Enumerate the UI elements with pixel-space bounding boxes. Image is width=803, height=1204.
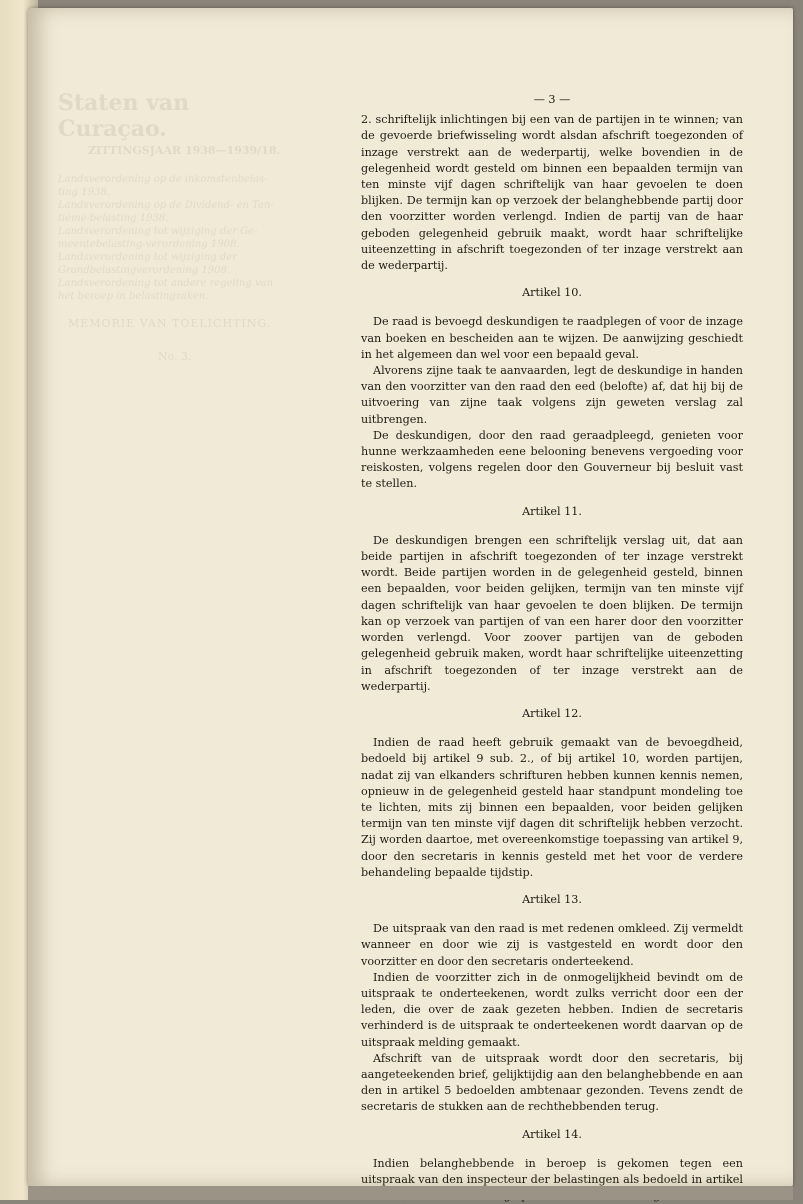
article-content [361, 112, 743, 1204]
document-body [361, 92, 743, 1204]
article-heading: Artikel 13. [522, 892, 582, 906]
bleed-number: No. 3. [158, 350, 192, 363]
paragraph: De deskundigen brengen een schriftelijk verslag uit, dat aan beide partijen in afschrift toegezonden of ter inzage verstrekt wordt. Beide partijen worden in de gelegenheid gesteld, binnen een bepaalden, voor beiden gelijken, termijn van ten minste vijf dagen schriftelijk van haar gevoelen te doen blijken. De termijn kan op verzoek van partijen of van een harer door den voorzitter worden verlengd. Voor zoover partijen van de geboden gelegenheid gebruik maken, wordt haar schriftelijke uiteenzetting in afschrift toegezonden of ter inzage verstrekt aan de wederpartij. [361, 533, 743, 693]
article-heading: Artikel 10. [522, 286, 582, 300]
bleed-line: meentebelasting-verordening 1908. [58, 239, 240, 250]
bleed-heading: MEMORIE VAN TOELICHTING. [68, 317, 272, 330]
article-heading: Artikel 12. [522, 706, 582, 720]
bleed-line: tième-belasting 1938. [58, 213, 169, 224]
bleed-line: Landsverordening tot wijziging der [58, 252, 237, 263]
bleed-title: Staten van Curaçao. [58, 90, 190, 142]
paragraph: Afschrift van de uitspraak wordt door den secretaris, bij aangeteekenden brief, gelijktijdig aan den belanghebbende en aan den in artikel 5 bedoelden ambtenaar gezonden. Tevens zendt de secretaris de stukken aan de rechthebbenden terug. [361, 1051, 743, 1114]
bleed-through-text [58, 90, 298, 363]
page-number: — 3 — [533, 93, 571, 106]
page-bottom-shadow [28, 1186, 793, 1200]
bleed-line: Landsverordening op de inkomstenbelas- [58, 174, 268, 185]
paragraph: De deskundigen, door den raad geraadpleegd, genieten voor hunne werkzaamheden eene belooning benevens vergoeding voor reiskosten, volgens regelen door den Gouverneur bij besluit vast te stellen. [361, 428, 743, 491]
article-heading: Artikel 11. [522, 504, 582, 518]
article-heading: Artikel 14. [522, 1127, 582, 1141]
paragraph: Indien belanghebbende in beroep is gekomen tegen een uitspraak van den inspecteur der belastingen als bedoeld in artikel [361, 1156, 743, 1186]
paragraph: Indien de voorzitter zich in de onmogelijkheid bevindt om de uitspraak te onderteekenen, wordt zulks verricht door een der leden, die over de zaak gezeten hebben. Indien de secretaris verhinderd is de uitspraak te onderteekenen wordt daarvan op de uitspraak melding gemaakt. [361, 970, 743, 1049]
bleed-subtitle: ZITTINGSJAAR 1938—1939/18. [88, 144, 281, 157]
bleed-line: Landsverordening tot wijziging der Ge- [58, 226, 258, 237]
bleed-line: Landsverordening op de Dividend- en Tan- [58, 200, 274, 211]
bleed-lines [58, 173, 298, 303]
paragraph: De uitspraak van den raad is met redenen omkleed. Zij vermeldt wanneer en door wie zij is vastgesteld en wordt door den voorzitter en door den secretaris onderteekend. [361, 922, 743, 968]
bleed-line: ting 1938. [58, 187, 110, 198]
paragraph: Alvorens zijne taak te aanvaarden, legt de deskundige in handen van den voorzitter van den raad den eed (belofte) af, dat hij bij de uitvoering van zijne taak volgens zijn geweten verslag zal uitbrengen. [361, 364, 743, 426]
paragraph: 2. schriftelijk inlichtingen bij een van de partijen in te winnen; van de gevoerde briefwisseling wordt alsdan afschrift toegezonden of inzage verstrekt aan de wederpartij, welke bovendien in de gelegenheid wordt gesteld om binnen een bepaalden termijn van ten minste vijf dagen schriftelijk van haar gevoelen te doen blijken. De termijn kan op verzoek der belanghebbende partij door den voorzitter worden verlengd. Indien de partij van de haar geboden gelegenheid gebruik maakt, wordt haar schriftelijke uiteenzetting in afschrift toegezonden of ter inzage verstrekt aan de wederpartij. [361, 113, 743, 273]
bleed-line: Landsverordening tot andere regeling van [58, 278, 274, 289]
paragraph: De raad is bevoegd deskundigen te raadplegen of voor de inzage van boeken en bescheiden aan te wijzen. De aanwijzing geschiedt in het algemeen dan wel voor een bepaald geval. [361, 315, 743, 361]
bleed-line: Grondbelastingverordening 1908. [58, 265, 231, 276]
paragraph: Indien de raad heeft gebruik gemaakt van de bevoegdheid, bedoeld bij artikel 9 sub. 2., of bij artikel 10, worden partijen, nadat zij van elkanders schrifturen hebben kunnen kennis nemen, opnieuw in de gelegenheid gesteld haar standpunt mondeling toe te lichten, mits zij binnen een bepaalden, voor beiden gelijken termijn van ten minste vijf dagen dit schriftelijk hebben verzocht. Zij worden daartoe, met overeenkomstige toepassing van artikel 9, door den secretaris in kennis gesteld met het voor de verdere behandeling bepaalde tijdstip. [361, 736, 743, 879]
bleed-line: het beroep in belastingzaken. [58, 291, 209, 302]
